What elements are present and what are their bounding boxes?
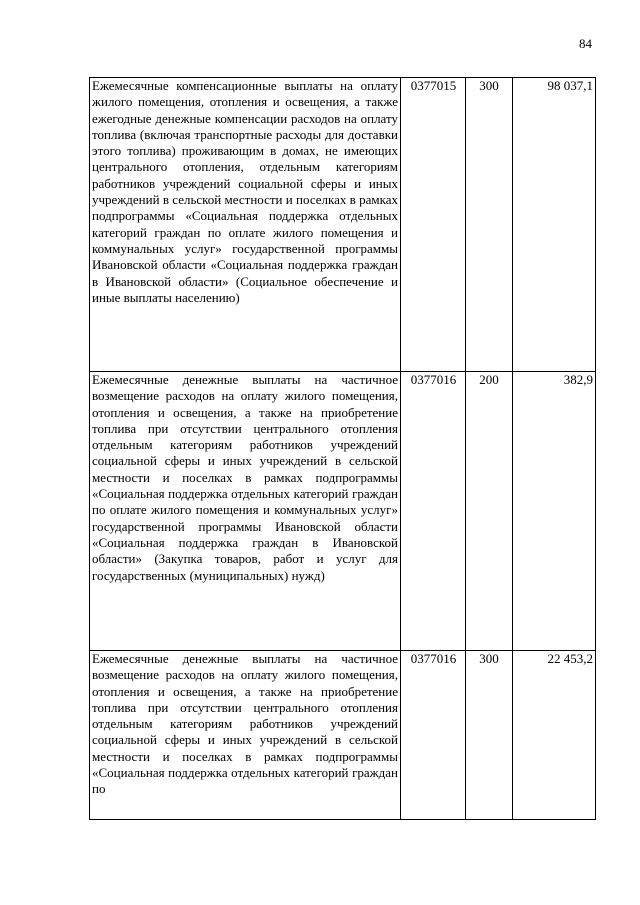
row-amount: 22 453,2 — [513, 651, 596, 820]
row-description-text: Ежемесячные денежные выплаты на частичное возмещение расходов на оплату жилого помещения, отопления и освещения, а также на приобретение топлива при отсутствии центрального отопления отдельным категориям работников учреждений социальной сферы и иных учреждений в сельской местности и поселках в рамках подпрограммы «Социальная поддержка отдельных категорий граждан по оплате жилого помещения и коммунальных услуг» государственной программы Ивановской области «Социальная поддержка граждан в Ивановской области» (Закупка товаров, работ и услуг для государственных (муниципальных) нужд) — [92, 372, 398, 583]
row-amount: 382,9 — [513, 372, 596, 651]
row-expense-type: 300 — [466, 78, 513, 372]
page-number: 84 — [579, 36, 592, 51]
row-target-code: 0377016 — [401, 651, 466, 820]
row-description-text: Ежемесячные компенсационные выплаты на оплату жилого помещения, отопления и освещения, а также ежегодные денежные компенсации расходов на оплату топлива (включая транспортные расходы для доставки этого топлива) проживающим в домах, не имеющих центрального отопления, отдельным категориям работников учреждений социальной сферы и иных учреждений в сельской местности и поселках в рамках подпрограммы «Социальная поддержка отдельных категорий граждан по оплате жилого помещения и коммунальных услуг» государственной программы Ивановской области «Социальная поддержка граждан в Ивановской области» (Социальное обеспечение и иные выплаты населению) — [92, 78, 398, 305]
row-amount: 98 037,1 — [513, 78, 596, 372]
budget-table — [89, 77, 596, 820]
table-row — [90, 78, 596, 372]
row-expense-type: 300 — [466, 651, 513, 820]
row-expense-type: 200 — [466, 372, 513, 651]
row-description — [90, 372, 401, 651]
row-target-code: 0377015 — [401, 78, 466, 372]
row-description-text: Ежемесячные денежные выплаты на частичное возмещение расходов на оплату жилого помещения, отопления и освещения, а также на приобретение топлива при отсутствии центрального отопления отдельным категориям работников учреждений социальной сферы и иных учреждений в сельской местности и поселках в рамках подпрограммы «Социальная поддержка отдельных категорий граждан по — [92, 651, 398, 797]
row-description — [90, 78, 401, 372]
table-row — [90, 372, 596, 651]
row-description — [90, 651, 401, 820]
table-row — [90, 651, 596, 820]
row-target-code: 0377016 — [401, 372, 466, 651]
